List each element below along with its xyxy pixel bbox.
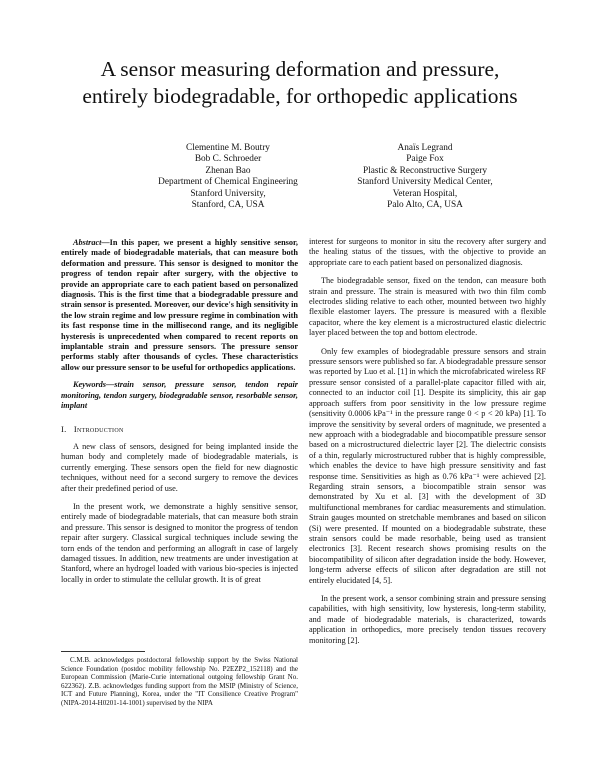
body-paragraph: Only few examples of biodegradable pressure sensors and strain pressure sensors were published so far. A biodegradable pressure sensor was reported by Luo et al. [1] in which the microfabricated wireless RF pressure sensor consisted of a parallel-plate capacitor filled with air, connected to an inductor coil [1]. Despite its simplicity, this air gap approach suffers from poor sensitivity in the low pressure regime (sensitivity 0.0006 kPa⁻¹ in the pressure range 0 < p < 20 kPa) [1]. To improve the sensitivity by several orders of magnitude, we presented a new approach with a biodegradable and biocompatible pressure sensor based on a microstructured dielectric layer [2]. The dielectric consists of a thin, regularly microstructured rubber that is highly compressible, which enables the device to have high pressure sensitivity and fast response time. Sensitivities as high as 0.76 kPa⁻¹ were achieved [2]. Regarding strain sensors, a biocompatible strain sensor was demonstrated by Xu et al. [3] with the development of 3D multifunctional membranes for cardiac measurements and stimulation. Strain gauges mounted on stretchable membranes and based on silicon (Si) were presented. If mounted on a biodegradable substrate, these strain sensors could be made resorbable, being used as transient electronics [3]. Recent research shows promising results on the biocompatibility of silicon after degradation inside the body. However, long-term adverse effects of silicon after degradation are still not entirely elucidated [4, 5]. bbox=[309, 346, 546, 585]
author-affiliation: Plastic & Reconstructive Surgery bbox=[362, 165, 488, 176]
author-affiliation: Stanford University, bbox=[190, 188, 266, 199]
author-affiliation: Department of Chemical Engineering bbox=[158, 177, 298, 188]
section-heading bbox=[61, 424, 298, 434]
author-affiliation: Stanford University Medical Center, bbox=[357, 177, 493, 188]
author-block-right bbox=[340, 143, 510, 211]
author-name: Clementine M. Boutry bbox=[186, 143, 270, 153]
left-column bbox=[61, 238, 298, 585]
abstract-text: In this paper, we present a highly sensitive sensor, entirely made of biodegradable materials, that can measure both deformation and pressure. This sensor is designed to monitor the progress of tendon repair after surgery, with the objective to provide an appropriate care to each patient based on personalized diagnosis. This is the first time that a biodegradable pressure and strain sensor is presented. Moreover, our device's high sensitivity in the low strain regime and low pressure regime in combination with its fast response time in the millisecond range, and its negligible hysteresis is unprecedented when compared to recent reports on implantable strain and pressure sensors. The pressure sensor performs stably after thousands of cycles. These characteristics allow our pressure sensor to be useful for orthopedics applications. bbox=[61, 238, 298, 372]
author-name: Anaïs Legrand bbox=[397, 143, 453, 153]
body-paragraph: In the present work, a sensor combining strain and pressure sensing capabilities, with high sensitivity, low hysteresis, long-term stability, and made of biodegradable materials, is characterized, towards application in orthopedics, more precisely tendon tissues recovery monitoring [2]. bbox=[309, 594, 546, 645]
body-paragraph: The biodegradable sensor, fixed on the tendon, can measure both strain and pressure. The strain is measured with two thin film comb electrodes sliding relative to each other, mounted between two highly flexible elastomer layers. The pressure is measured with a flexible capacitor, where the key element is a microstructured elastic dielectric layer placed between the top and bottom electrode. bbox=[309, 276, 546, 338]
section-title: Introduction bbox=[73, 423, 124, 434]
abstract bbox=[61, 238, 298, 373]
author-affiliation: Stanford, CA, USA bbox=[191, 200, 265, 211]
author-name: Zhenan Bao bbox=[205, 165, 251, 176]
author-name: Bob C. Schroeder bbox=[194, 154, 262, 165]
abstract-label: Abstract— bbox=[73, 238, 110, 247]
footnote-divider bbox=[61, 651, 145, 652]
title-line-2: entirely biodegradable, for orthopedic applications bbox=[82, 84, 518, 108]
footnote-text: C.M.B. acknowledges postdoctoral fellowship support by the Swiss National Science Foundation (postdoc mobility fellowship No. P2EZP2_152118) and the European Commission (Marie-Curie international outgoing fellowship Grant No. 622362). Z.B. acknowledges funding support from the MSIP (Ministry of Science, ICT and Future Planning), Korea, under the "IT Consilience Creative Program" (NIPA-2014-H0201-14-1001) supervised by the NIPA bbox=[61, 656, 298, 707]
right-column bbox=[309, 237, 546, 646]
author-block-left bbox=[140, 143, 316, 211]
author-affiliation: Palo Alto, CA, USA bbox=[387, 200, 463, 211]
author-name: Paige Fox bbox=[406, 154, 444, 165]
body-paragraph: In the present work, we demonstrate a highly sensitive sensor, entirely made of biodegradable materials, that can measure both strain and pressure. This sensor is designed to monitor the progress of tendon repair after surgery. Classical surgical techniques include sewing the torn ends of the tendon and performing an allograft in case of largely damaged tissues. In addition, new treatments are under investigation at Stanford, where an hydrogel loaded with various bio-species is injected locally in order to stimulate the cellular growth. It is of great bbox=[61, 501, 298, 584]
section-number: I. bbox=[61, 423, 67, 434]
paper-title bbox=[40, 56, 560, 110]
title-line-1: A sensor measuring deformation and pressure, bbox=[100, 57, 500, 81]
footnote bbox=[61, 656, 298, 708]
author-affiliation: Veteran Hospital, bbox=[392, 188, 458, 199]
keywords: Keywords—strain sensor, pressure sensor, tendon repair monitoring, tendon surgery, biodegradable sensor, resorbable sensor, implant bbox=[61, 380, 298, 411]
body-paragraph: interest for surgeons to monitor in situ the recovery after surgery and the healing status of the tissues, with the objective to provide an appropriate care to each patient based on personalized diagnosis. bbox=[309, 237, 546, 267]
body-paragraph: A new class of sensors, designed for being implanted inside the human body and completely made of biodegradable materials, is currently emerging. These sensors open the field for new diagnostic techniques, without need for a second surgery to remove the devices after their predefined period of use. bbox=[61, 441, 298, 493]
